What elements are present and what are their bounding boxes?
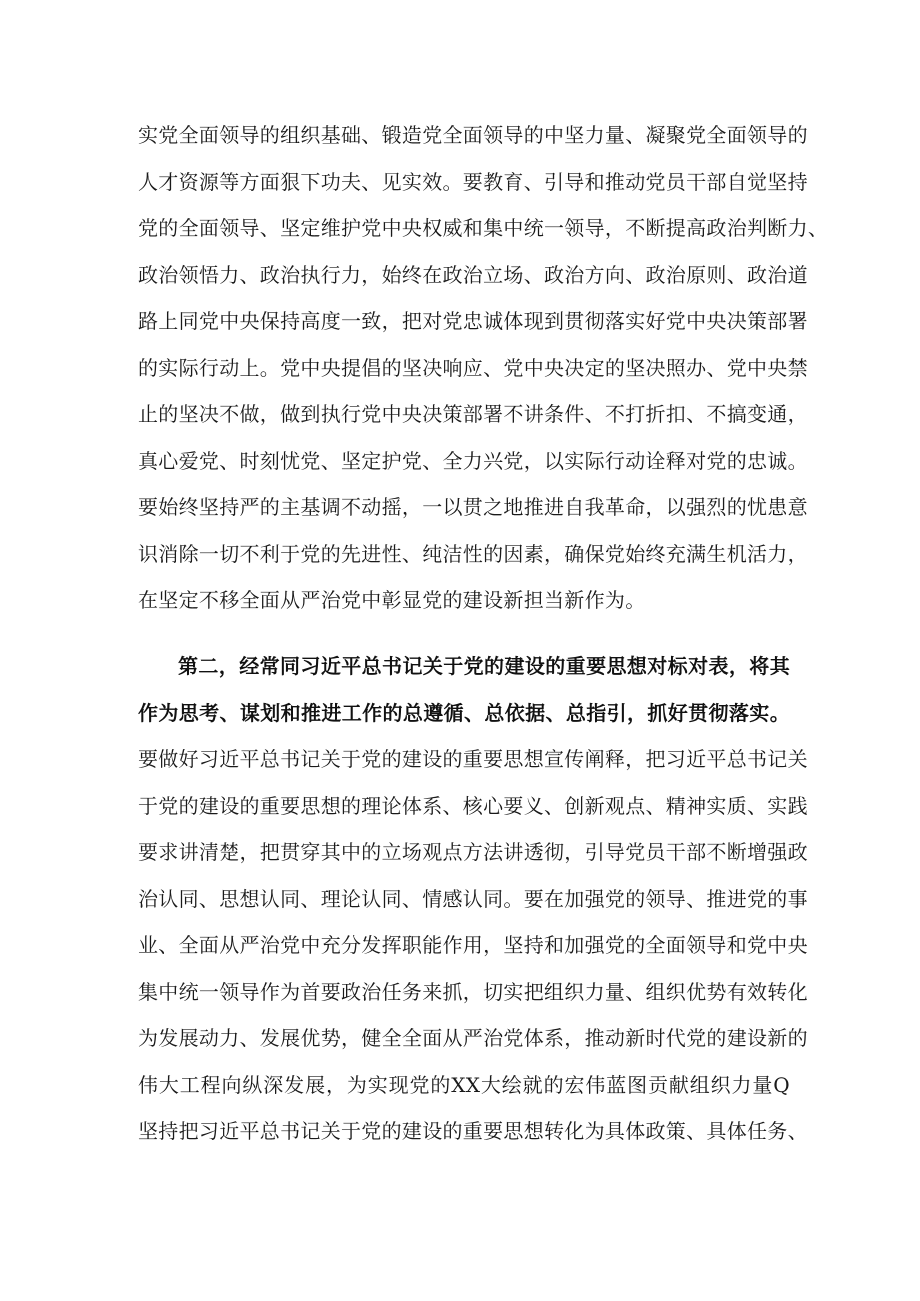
text-line: 要始终坚持严的主基调不动摇，一以贯之地推进自我革命，以强烈的忧患意 [138,495,808,519]
text-line: 实党全面领导的组织基础、锻造党全面领导的中坚力量、凝聚党全面领导的 [138,123,808,147]
text-line: 党的全面领导、坚定维护党中央权威和集中统一领导，不断提高政治判断力、 [138,216,829,240]
heading-line: 作为思考、谋划和推进工作的总遵循、总依据、总指引，抓好贯彻落实。 [138,700,790,725]
text-line: 真心爱党、时刻忧党、坚定护党、全力兴党，以实际行动诠释对党的忠诚。 [138,448,808,473]
text-line: 伟大工程向纵深发展，为实现党的XX大绘就的宏伟蓝图贡献组织力量Q [138,1072,790,1097]
text-line: 要求讲清楚，把贯穿其中的立场观点方法讲透彻，引导党员干部不断增强政 [138,840,808,864]
text-line: 在坚定不移全面从严治党中彰显党的建设新担当新作为。 [138,588,646,612]
section-heading [138,643,790,736]
text-line: 止的坚决不做，做到执行党中央决策部署不讲条件、不打折扣、不搞变通， [138,402,808,426]
text-line: 为发展动力、发展优势，健全全面从严治党体系，推动新时代党的建设新的 [138,1026,808,1050]
text-line: 政治领悟力、政治执行力，始终在政治立场、政治方向、政治原则、政治道 [138,262,808,287]
paragraph-1 [138,112,829,624]
text-line: 治认同、思想认同、理论认同、情感认同。要在加强党的领导、推进党的事 [138,886,808,911]
text-line: 业、全面从严治党中充分发挥职能作用，坚持和加强党的全面领导和党中央 [138,933,808,957]
text-line: 坚持把习近平总书记关于党的建设的重要思想转化为具体政策、具体任务、 [138,1119,808,1143]
text-line: 于党的建设的重要思想的理论体系、核心要义、创新观点、精神实质、实践 [138,793,808,818]
text-line: 路上同党中央保持高度一致，把对党忠诚体现到贯彻落实好党中央决策部署 [138,309,808,333]
text-line: 的实际行动上。党中央提倡的坚决响应、党中央决定的坚决照办、党中央禁 [138,355,808,380]
text-line: 集中统一领导作为首要政治任务来抓，切实把组织力量、组织优势有效转化 [138,979,808,1004]
heading-line: 第二，经常同习近平总书记关于党的建设的重要思想对标对表，将其 [178,654,790,678]
paragraph-2 [138,643,808,1155]
text-line: 识消除一切不利于党的先进性、纯洁性的因素，确保党始终充满生机活力， [138,541,808,566]
text-line: 人才资源等方面狠下功夫、见实效。要教育、引导和推动党员干部自觉坚持 [138,169,808,194]
text-line: 要做好习近平总书记关于党的建设的重要思想宣传阐释，把习近平总书记关 [138,747,808,771]
